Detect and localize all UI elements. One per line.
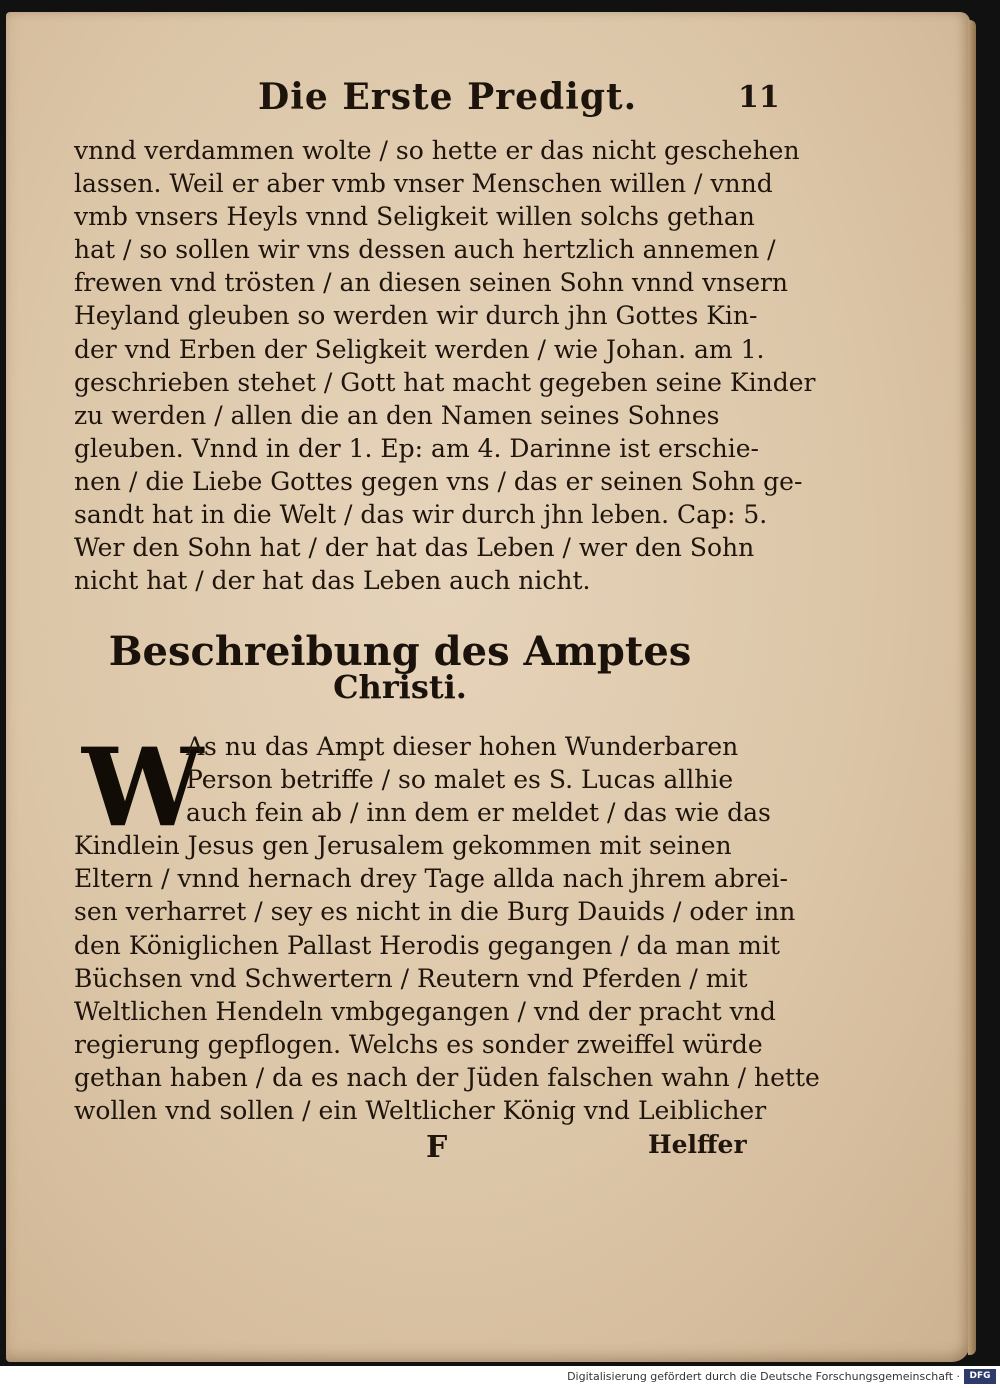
text-line: frewen vnd trösten / an diesen seinen Sohn vnnd vnsern <box>74 268 789 298</box>
running-title: Die Erste Predigt. <box>258 76 638 118</box>
text-line: Person betriffe / so malet es S. Lucas allhie <box>186 765 734 795</box>
text-line: hat / so sollen wir vns dessen auch hertzlich annemen / <box>74 235 776 265</box>
text-line: den Königlichen Pallast Herodis gegangen / da man mit <box>74 930 780 960</box>
paragraph-2 <box>74 725 820 1127</box>
text-line: Weltlichen Hendeln vmbgegangen / vnd der pracht vnd <box>74 996 776 1026</box>
text-line: Wer den Sohn hat / der hat das Leben / wer den Sohn <box>74 533 755 563</box>
text-line: Kindlein Jesus gen Jerusalem gekommen mit seinen <box>74 831 732 861</box>
signature-mark: F <box>426 1130 448 1165</box>
text-line: lassen. Weil er aber vmb vnser Menschen willen / vnnd <box>74 169 773 199</box>
text-line: gethan haben / da es nach der Jüden falschen wahn / hette <box>74 1062 820 1092</box>
footer-bar <box>0 1366 1000 1388</box>
text-line: zu werden / allen die an den Namen seines Sohnes <box>74 400 720 430</box>
page-number: 11 <box>738 80 780 115</box>
section-heading: Beschreibung des Amptes <box>108 628 692 675</box>
text-line: Büchsen vnd Schwertern / Reutern vnd Pferden / mit <box>74 963 748 993</box>
text-line: vmb vnsers Heyls vnnd Seligkeit willen solchs gethan <box>74 202 755 232</box>
text-line: vnnd verdammen wolte / so hette er das nicht geschehen <box>74 136 800 165</box>
text-line: sen verharret / sey es nicht in die Burg Dauids / oder inn <box>74 897 796 927</box>
text-line: As nu das Ampt dieser hohen Wunderbaren <box>186 732 739 761</box>
funding-credit: Digitalisierung gefördert durch die Deutsche Forschungsgemeinschaft · <box>567 1370 960 1383</box>
text-line: Heyland gleuben so werden wir durch jhn Gottes Kin- <box>74 301 758 331</box>
paragraph-1 <box>74 134 816 597</box>
text-line: wollen vnd sollen / ein Weltlicher König vnd Leiblicher <box>74 1096 767 1126</box>
page-edge <box>968 20 976 1355</box>
text-line: nicht hat / der hat das Leben auch nicht. <box>74 566 591 596</box>
text-line: Eltern / vnnd hernach drey Tage allda nach jhrem abrei- <box>74 864 788 894</box>
catchword: Helffer <box>648 1130 747 1159</box>
text-line: sandt hat in die Welt / das wir durch jhn leben. Cap: 5. <box>74 500 768 530</box>
text-line: regierung gepflogen. Welchs es sonder zweiffel würde <box>74 1029 763 1059</box>
text-line: der vnd Erben der Seligkeit werden / wie Johan. am 1. <box>74 334 765 364</box>
text-line: auch fein ab / inn dem er meldet / das wie das <box>186 798 771 828</box>
text-line: geschrieben stehet / Gott hat macht gegeben seine Kinder <box>74 367 816 397</box>
dfg-logo: DFG <box>964 1369 996 1384</box>
section-heading-continued: Christi. <box>333 668 467 706</box>
text-line: nen / die Liebe Gottes gegen vns / das er seinen Sohn ge- <box>74 466 803 496</box>
text-line: gleuben. Vnnd in der 1. Ep: am 4. Darinne ist erschie- <box>74 433 759 463</box>
decorated-initial: W <box>82 725 204 851</box>
